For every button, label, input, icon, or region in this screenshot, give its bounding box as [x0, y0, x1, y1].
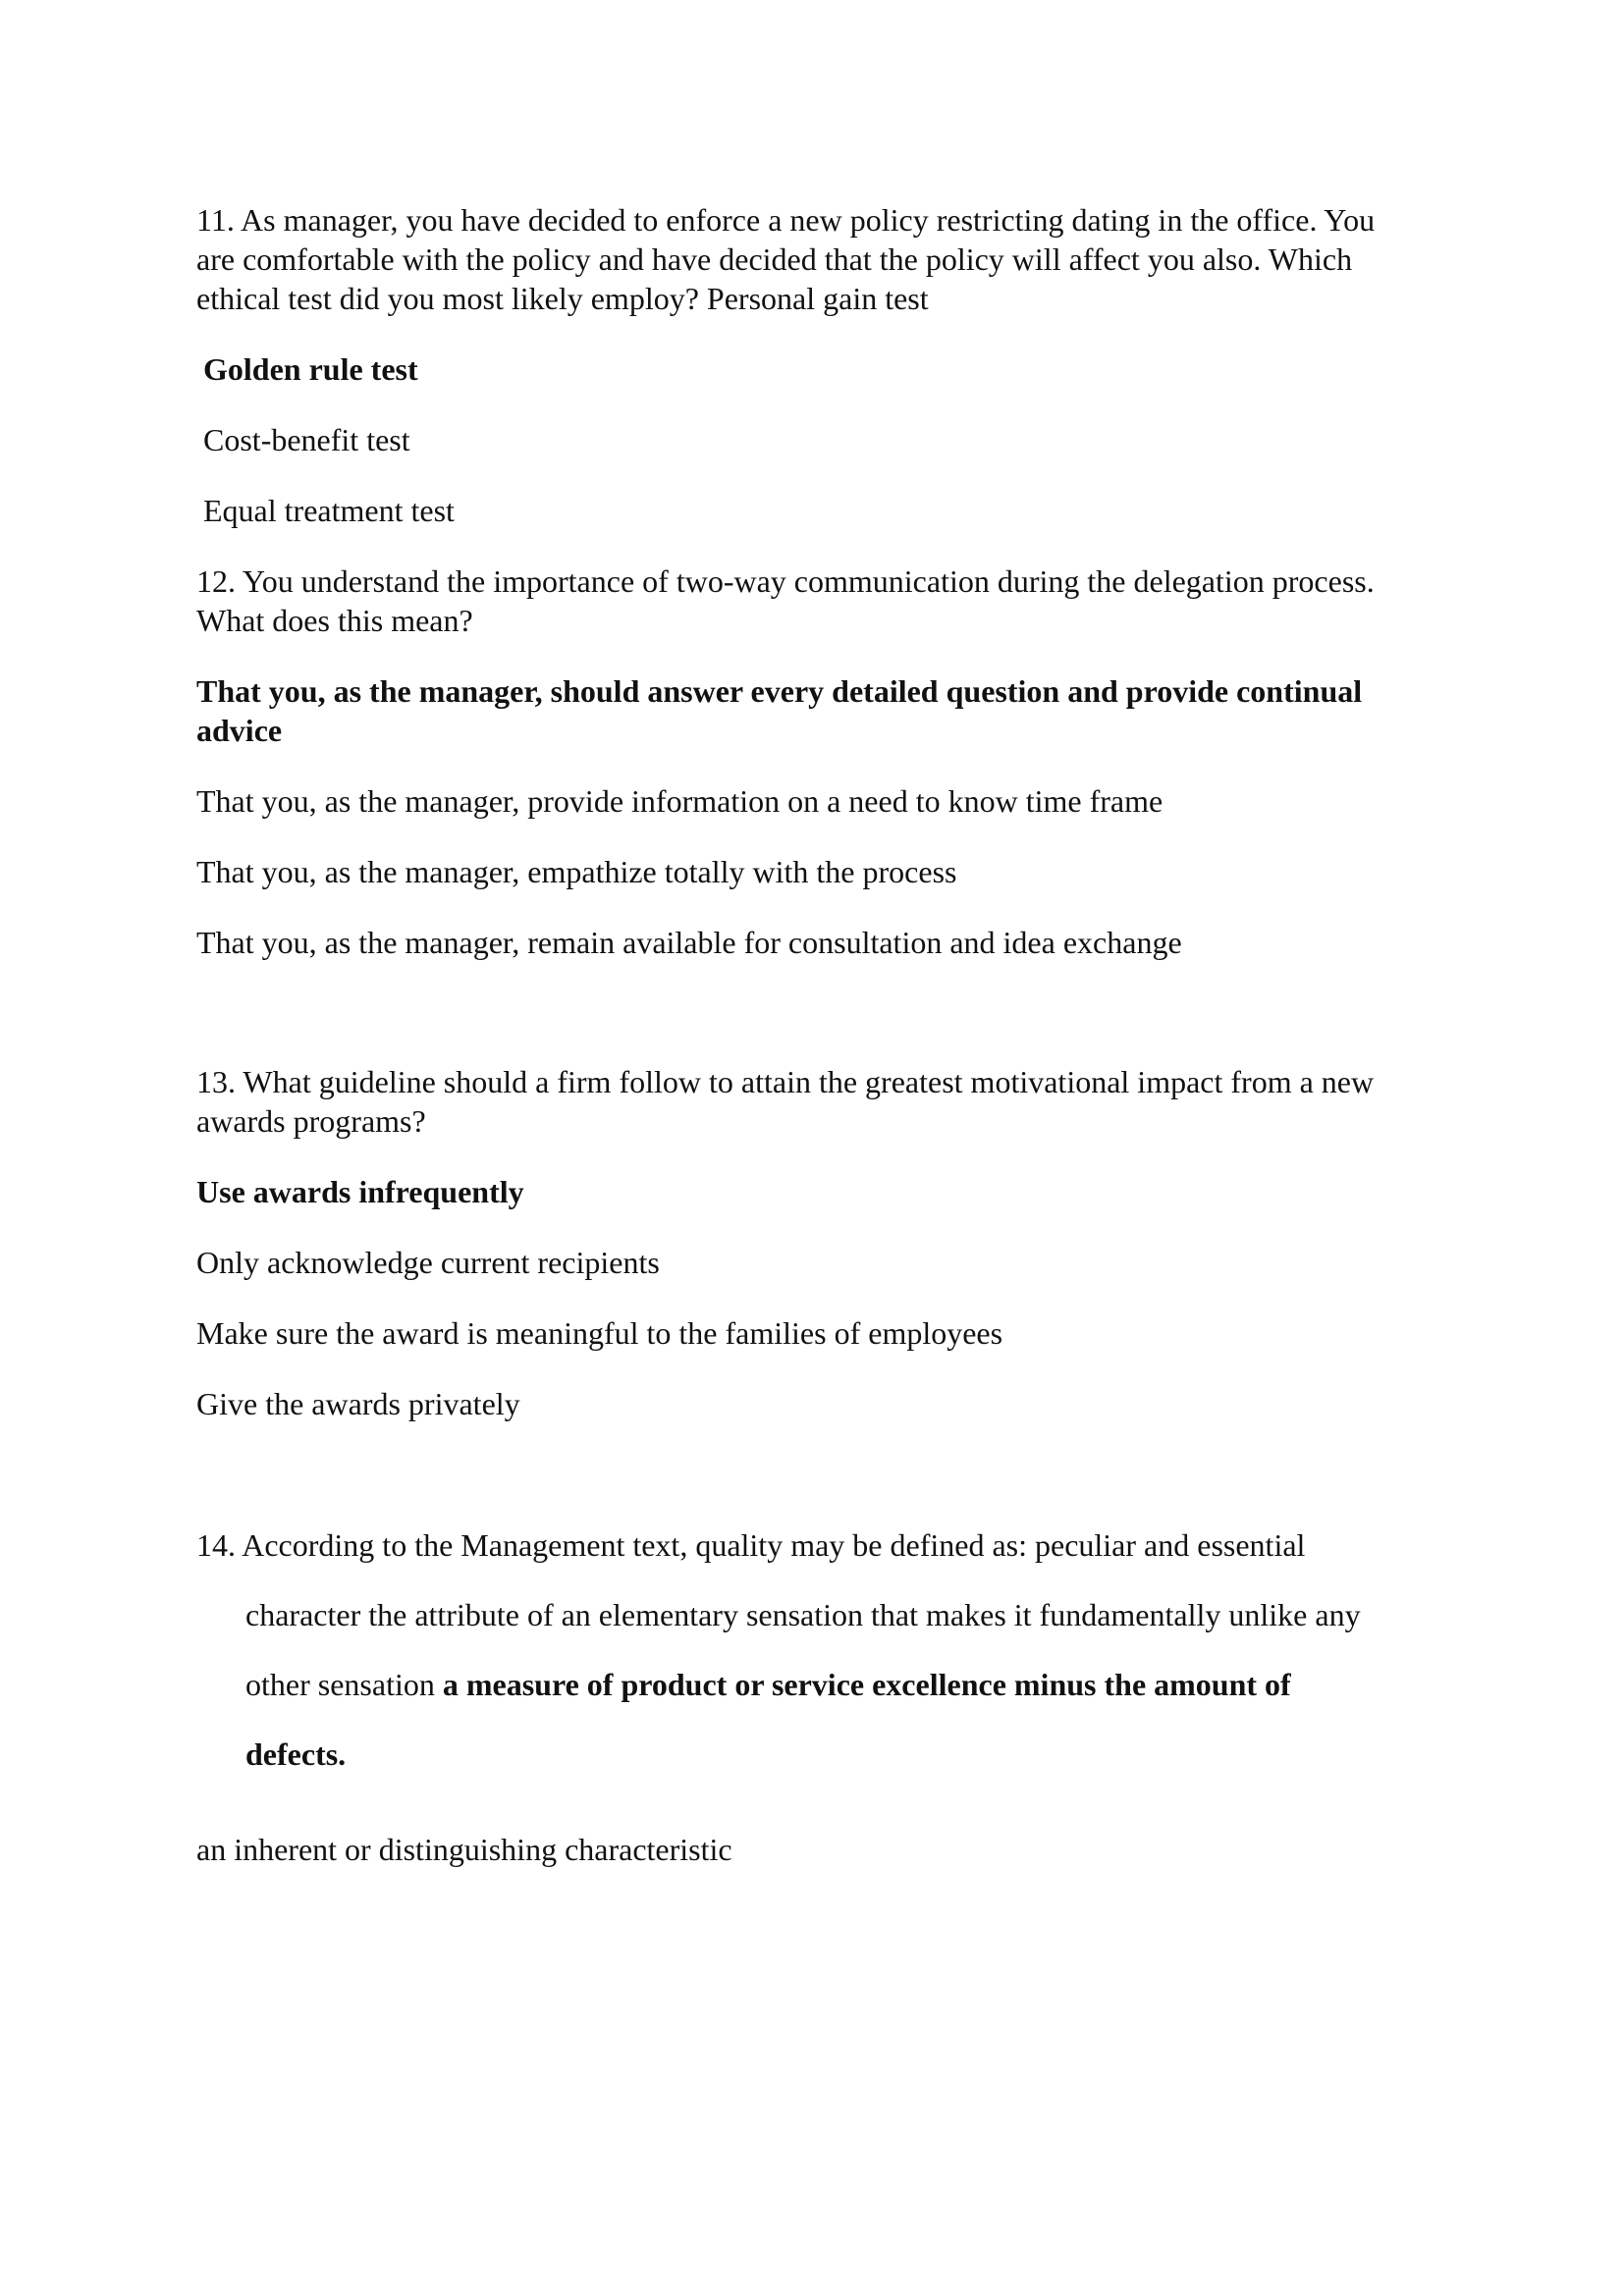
- q11-option-c: Equal treatment test: [203, 493, 455, 528]
- q12-text-line-1: 12. You understand the importance of two-way communication during the delegation process.: [196, 563, 1375, 599]
- q13-text-line-2: awards programs?: [196, 1103, 426, 1139]
- q13-option-d: Give the awards privately: [196, 1386, 520, 1421]
- q13-text-line-1: 13. What guideline should a firm follow to attain the greatest motivational impact from a new: [196, 1064, 1375, 1099]
- q11-text-line-3: ethical test did you most likely employ? Personal gain test: [196, 281, 929, 316]
- q12-answer-line-2: advice: [196, 713, 283, 748]
- q12-option-d: That you, as the manager, remain available for consultation and idea exchange: [196, 925, 1182, 960]
- q14-answer-part-1: a measure of product or service excellence minus the amount of: [442, 1667, 1291, 1702]
- q13-option-b: Only acknowledge current recipients: [196, 1245, 660, 1280]
- q13-answer: Use awards infrequently: [196, 1174, 524, 1209]
- q14-text-line-2: character the attribute of an elementary sensation that makes it fundamentally unlike any: [245, 1597, 1361, 1632]
- q12-option-c: That you, as the manager, empathize totally with the process: [196, 854, 957, 889]
- q12-answer-line-1: That you, as the manager, should answer every detailed question and provide continual: [196, 673, 1363, 709]
- q13-option-c: Make sure the award is meaningful to the families of employees: [196, 1315, 1003, 1351]
- q12-text-line-2: What does this mean?: [196, 603, 473, 638]
- q14-option-last: an inherent or distinguishing characteristic: [196, 1832, 732, 1867]
- q11-answer: Golden rule test: [203, 351, 418, 387]
- q14-line-3-plain: other sensation: [245, 1667, 443, 1702]
- q11-text-line-2: are comfortable with the policy and have decided that the policy will affect you also. Which: [196, 241, 1353, 277]
- q11-option-b: Cost-benefit test: [203, 422, 410, 457]
- q11-text-line-1: 11. As manager, you have decided to enforce a new policy restricting dating in the office. You: [196, 202, 1376, 238]
- q14-text-line-1: 14. According to the Management text, quality may be defined as: peculiar and essential: [196, 1527, 1306, 1563]
- q14-text-line-3: [245, 1665, 1291, 1704]
- q12-option-b: That you, as the manager, provide information on a need to know time frame: [196, 783, 1163, 819]
- q14-answer-part-2: defects.: [245, 1736, 347, 1772]
